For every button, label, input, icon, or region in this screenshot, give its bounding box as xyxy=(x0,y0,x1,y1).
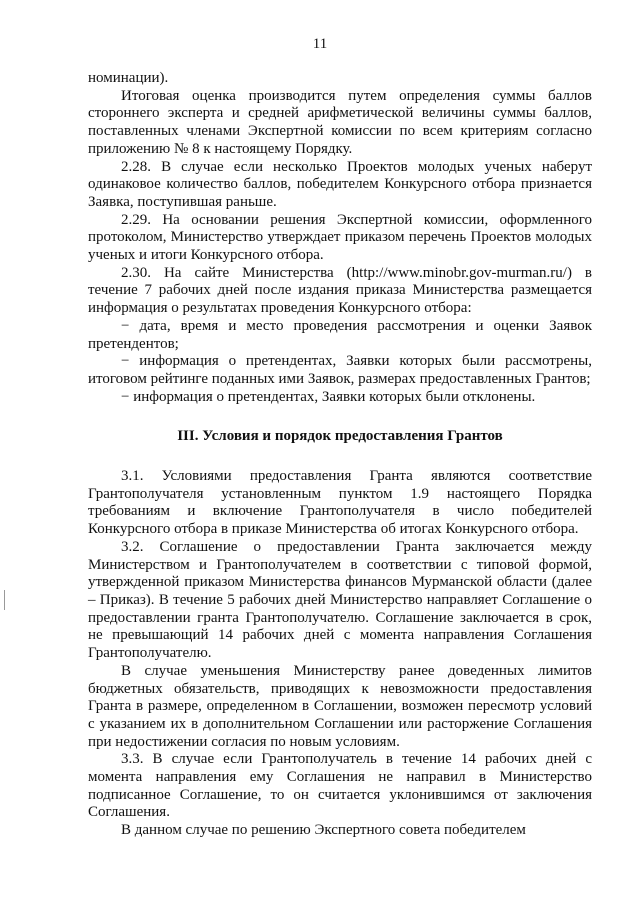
paragraph-2-28: 2.28. В случае если несколько Проектов молодых ученых наберут одинаковое количество баллов, победителем Конкурсного отбора признается Заявка, поступившая раньше. xyxy=(88,158,592,210)
paragraph-3-2: 3.2. Соглашение о предоставлении Гранта заключается между Министерством и Грантополучателем в соответствии с типовой формой, утвержденной приказом Министерства финансов Мурманской области (далее – Приказ). В течение 5 рабочих дней Министерство направляет Соглашение о предоставлении гранта Грантополучателю. Соглашение заключается в срок, не превышающий 14 рабочих дней с момента направления Соглашения Грантополучателю. xyxy=(88,538,592,662)
paragraph-limits-reduction: В случае уменьшения Министерству ранее доведенных лимитов бюджетных обязательств, приводящих к невозможности предоставления Гранта в размере, определенном в Соглашении, возможен пересмотр условий с указанием их в дополнительном Соглашении или расторжение Соглашения при недостижении согласия по новым условиям. xyxy=(88,662,592,750)
paragraph-nomination-end: номинации). xyxy=(88,70,169,86)
scan-margin-mark xyxy=(4,590,5,610)
document-body xyxy=(88,70,592,840)
paragraph-3-3: 3.3. В случае если Грантополучатель в течение 14 рабочих дней с момента направления ему Соглашения не направил в Министерство подписанное Соглашение, то он считается уклонившимся от заключения Соглашения. xyxy=(88,751,592,821)
paragraph-final-score: Итоговая оценка производится путем определения суммы баллов стороннего эксперта и средней арифметической величины суммы баллов, поставленных членами Экспертной комиссии по всем критериям согласно приложению № 8 к настоящему Порядку. xyxy=(88,87,592,157)
paragraph-2-30: 2.30. На сайте Министерства (http://www.minobr.gov-murman.ru/) в течение 7 рабочих дней после издания приказа Министерства размещается информация о результатах проведения Конкурсного отбора: xyxy=(88,264,592,317)
list-item-rejected-applicants: − информация о претендентах, Заявки которых были отклонены. xyxy=(121,388,536,405)
page-number: 11 xyxy=(312,36,328,52)
list-item-date-time: − дата, время и место проведения рассмотрения и оценки Заявок претендентов; xyxy=(88,317,592,352)
list-item-reviewed-applicants: − информация о претендентах, Заявки которых были рассмотрены, итоговом рейтинге поданных ими Заявок, размерах предоставленных Грантов; xyxy=(88,353,592,387)
paragraph-3-1: 3.1. Условиями предоставления Гранта являются соответствие Грантополучателя установленным пунктом 1.9 настоящего Порядка требованиям и включение Грантополучателя в число победителей Конкурсного отбора в приказе Министерства об итогах Конкурсного отбора. xyxy=(88,468,592,538)
paragraph-expert-council: В данном случае по решению Экспертного совета победителем xyxy=(121,822,526,839)
section-heading-iii: III. Условия и порядок предоставления Грантов xyxy=(177,428,503,445)
paragraph-2-29: 2.29. На основании решения Экспертной комиссии, оформленного протоколом, Министерство утверждает приказом перечень Проектов молодых ученых и итоги Конкурсного отбора. xyxy=(88,211,592,264)
